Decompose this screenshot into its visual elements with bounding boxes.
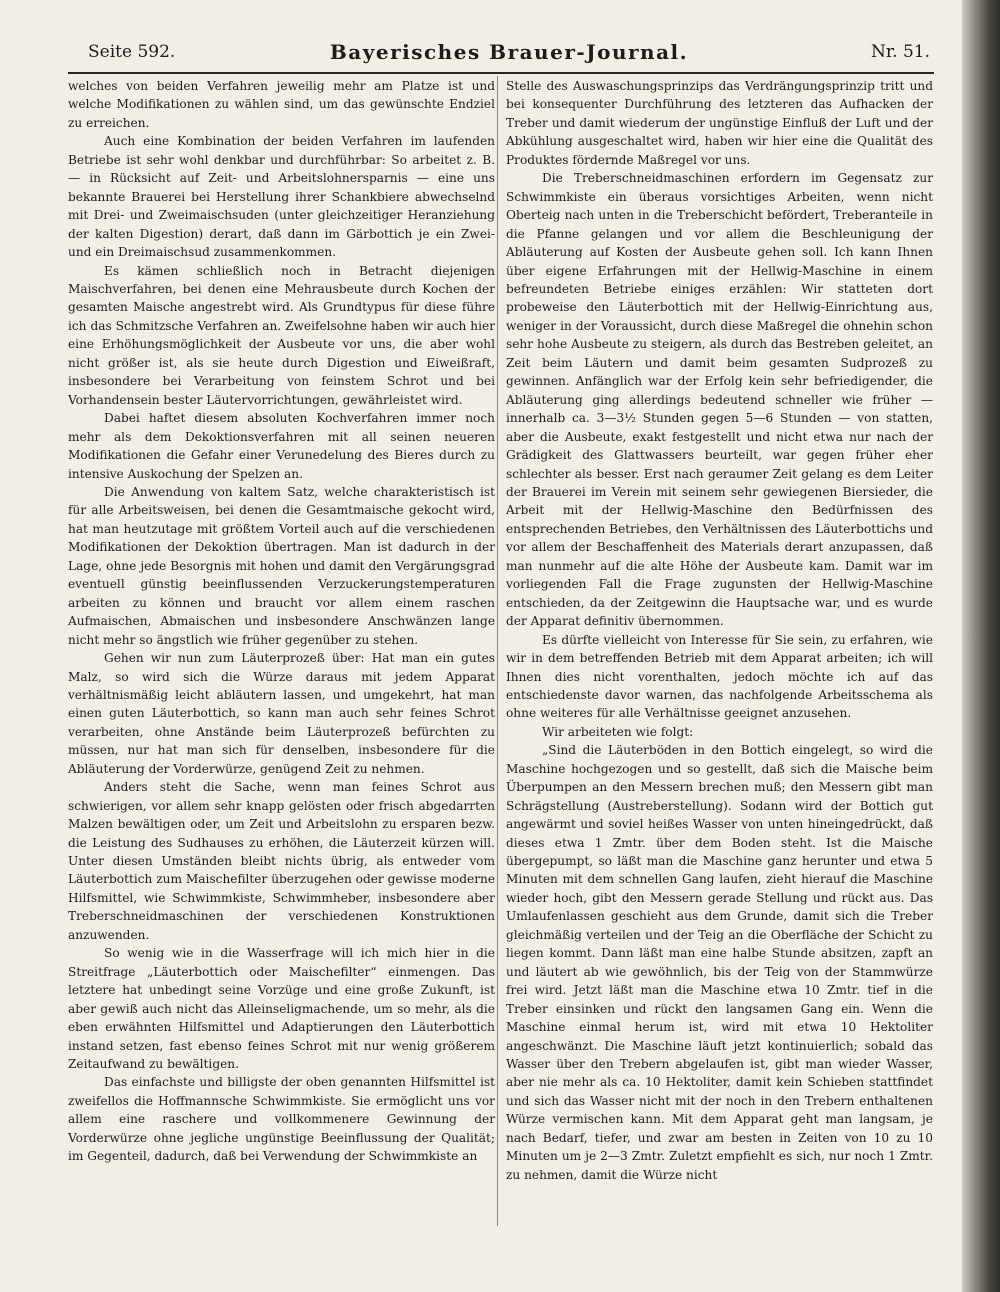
left-column (68, 77, 495, 1166)
paragraph: Es dürfte vielleicht von Interesse für Sie sein, zu erfahren, wie wir in dem betreffenden Betrieb mit dem Apparat arbeiten; ich will Ihnen dies nicht vorenthalten, jedoch möchte ich auf das entschiedenste davor warnen, das nachfolgende Arbeitsschema als ohne weiteres für alle Verhältnisse geeignet anzusehen. (506, 632, 933, 721)
header-rule (68, 72, 934, 74)
paragraph: Es kämen schließlich noch in Betracht diejenigen Maischverfahren, bei denen eine Mehrausbeute durch Kochen der gesamten Maische angestrebt wird. Als Grundtypus für diese führe ich das Schmitzsche Verfahren an. Zweifelsohne haben wir auch hier eine Erhöhungsmöglichkeit der Ausbeute vor uns, die aber wohl nicht größer ist, als sie heute durch Digestion und Eiweißraft, insbesondere bei Verarbeitung von feinstem Schrot und bei Vorhandensein bester Läutervorrichtungen, gewährleistet wird. (68, 263, 495, 407)
paragraph: Wir arbeiteten wie folgt: (542, 724, 694, 739)
paragraph: Dabei haftet diesem absoluten Kochverfahren immer noch mehr als dem Dekoktionsverfahren mit all seinen neueren Modifikationen die Gefahr einer Verunedelung des Bieres durch zu intensive Auskochung der Spelzen an. (68, 411, 495, 481)
paragraph: Das einfachste und billigste der oben genannten Hilfsmittel ist zweifellos die Hoffmannsche Schwimmkiste. Sie ermöglicht uns vor allem eine raschere und vollkommenere Gewinnung der Vorderwürze ohne jegliche ungünstige Beeinflussung der Qualität; im Gegenteil, dadurch, daß bei Verwendung der Schwimmkiste an (68, 1075, 495, 1164)
right-column (506, 77, 933, 1184)
page-header (88, 40, 930, 68)
paragraph: Anders steht die Sache, wenn man feines Schrot aus schwierigen, vor allem sehr knapp gelösten oder frisch abgedarrten Malzen bewältigen oder, um Zeit und Arbeitslohn zu ersparen bezw. die Leistung des Sudhauses zu erhöhen, die Läuterzeit kürzen will. Unter diesen Umständen bleibt nichts übrig, als entweder vom Läuterbottich zum Maischefilter überzugehen oder gewisse moderne Hilfsmittel, wie Schwimmkiste, Schwimmheber, insbesondere aber Treberschneidmaschinen der verschiedenen Konstruktionen anzuwenden. (68, 780, 495, 942)
paragraph: So wenig wie in die Wasserfrage will ich mich hier in die Streitfrage „Läuterbottich oder Maischefilter“ einmengen. Das letztere hat unbedingt seine Vorzüge und eine große Zukunft, ist aber gewiß auch nicht das Alleinseligmachende, um so mehr, als die eben erwähnten Hilfsmittel und Adaptierungen den Läuterbottich instand setzen, fast ebenso feines Schrot mit nur wenig größerem Zeitaufwand zu bewältigen. (68, 946, 495, 1072)
journal-title: Bayerisches Brauer-Journal. (329, 40, 689, 64)
paragraph: Auch eine Kombination der beiden Verfahren im laufenden Betriebe ist sehr wohl denkbar und durchführbar: So arbeitet z. B. — in Rücksicht auf Zeit- und Arbeitslohnersparnis — eine uns bekannte Brauerei bei Herstellung ihrer Schankbiere abwechselnd mit Drei- und Zweimaischsuden (unter gleichzeitiger Heranziehung der kalten Digestion) derart, daß dann im Gärbottich je ein Zwei- und ein Dreimaischsud zusammenkommen. (68, 134, 495, 260)
issue-number: Nr. 51. (871, 42, 930, 62)
book-gutter-shadow (962, 0, 1000, 1292)
paragraph: Die Anwendung von kaltem Satz, welche charakteristisch ist für alle Arbeitsweisen, bei denen die Gesamtmaische gekocht wird, hat man heutzutage mit größtem Vorteil auch auf die verschiedenen Modifikationen der Dekoktion übertragen. Man ist dadurch in der Lage, ohne jede Besorgnis mit hohen und damit den Vergärungsgrad eventuell günstig beeinflussenden Verzuckerungstemperaturen arbeiten zu können und braucht vor allem einem raschen Aufmaischen, Abmaischen und insbesondere Anschwänzen lange nicht mehr so ängstlich wie früher gegenüber zu stehen. (68, 484, 495, 647)
page-number: Seite 592. (88, 42, 176, 62)
paragraph: Gehen wir nun zum Läuterprozeß über: Hat man ein gutes Malz, so wird sich die Würze daraus mit jedem Apparat verhältnismäßig leicht abläutern lassen, und umgekehrt, hat man einen guten Läuterbottich, so kann man auch sehr feines Schrot verarbeiten, ohne Anstände beim Läuterprozeß befürchten zu müssen, nur hat man sich für denselben, insbesondere für die Abläuterung der Vorderwürze, genügend Zeit zu nehmen. (68, 651, 495, 776)
paragraph: Stelle des Auswaschungsprinzips das Verdrängungsprinzip tritt und bei konsequenter Durchführung des letzteren das Aufhacken der Treber und damit wiederum der ungünstige Einfluß der Luft und der Abkühlung ausgeschaltet wird, haben wir hier eine die Qualität des Produktes fördernde Maßregel vor uns. (506, 79, 933, 167)
paragraph: „Sind die Läuterböden in den Bottich eingelegt, so wird die Maschine hochgezogen und so gestellt, daß sich die Maische beim Überpumpen an den Messern brechen muß; den Messern gibt man Schrägstellung (Austreberstellung). Sodann wird der Bottich gut angewärmt und soviel heißes Wasser von unten hineingedrückt, daß dieses etwa 1 Zmtr. über dem Boden steht. Ist die Maische übergepumpt, so läßt man die Maschine ganz herunter und etwa 5 Minuten mit dem schnellen Gang laufen, zieht hierauf die Maschine wieder hoch, gibt den Messern gerade Stellung und rückt aus. Das Umlaufenlassen geschieht aus dem Grunde, damit sich die Treber gleichmäßig verteilen und der Teig an die Oberfläche der Schicht zu liegen kommt. Dann läßt man eine halbe Stunde absitzen, zapft an und läutert ab wie gewöhnlich, bis der Teig von der Stammwürze frei wird. Jetzt läßt man die Maschine etwa 10 Zmtr. tief in die Treber einsinken und rückt den langsamen Gang ein. Wenn die Maschine einmal herum ist, wird mit etwa 10 Hektoliter angeschwänzt. Die Maschine läuft jetzt kontinuierlich; sobald das Wasser über den Trebern abgelaufen ist, gibt man wieder Wasser, aber nie mehr als ca. 10 Hektoliter, damit kein Schieben stattfindet und sich das Wasser nicht mit der noch in den Trebern enthaltenen Würze vermischen kann. Mit dem Apparat geht man langsam, je nach Bedarf, tiefer, und zwar am besten in Zeiten von 10 zu 10 Minuten um je 2—3 Zmtr. Zuletzt empfiehlt es sich, nur noch 1 Zmtr. zu nehmen, damit die Würze nicht (506, 743, 933, 1182)
paragraph: Die Treberschneidmaschinen erfordern im Gegensatz zur Schwimmkiste ein überaus vorsichtiges Arbeiten, wenn nicht Oberteig nach unten in die Treberschicht befördert, Treberanteile in die Pfanne gelangen und vor allem die Beschleunigung der Abläuterung auf Kosten der Ausbeute gehen soll. Ich kann Ihnen über eigene Erfahrungen mit der Hellwig-Maschine in einem befreundeten Betriebe einiges erzählen: Wir statteten dort probeweise den Läuterbottich mit der Hellwig-Einrichtung aus, weniger in der Voraussicht, durch diese Maßregel die ohnehin schon sehr hohe Ausbeute zu steigern, als durch das Bestreben geleitet, an Zeit beim Läutern und damit beim gesamten Sudprozeß zu gewinnen. Anfänglich war der Erfolg kein sehr befriedigender, die Abläuterung ging allerdings bedeutend schneller wie früher — innerhalb ca. 3—3½ Stunden gegen 5—6 Stunden — von statten, aber die Ausbeute, exakt festgestellt und nicht etwa nur nach der Grädigkeit des Glattwassers beurteilt, war gegen früher eher schlechter als besser. Erst nach geraumer Zeit gelang es dem Leiter der Brauerei im Verein mit seinem sehr gewiegenen Biersieder, die Arbeit mit der Hellwig-Maschine den Bedürfnissen des entsprechenden Betriebes, den Verhältnissen des Läuterbottichs und vor allem der Beschaffenheit des Materials derart anzupassen, daß man nunmehr auf die alte Höhe der Ausbeute kam. Damit war im vorliegenden Fall die Frage zugunsten der Hellwig-Maschine entschieden, da der Zeitgewinn die Hauptsache war, und es wurde der Apparat definitiv übernommen. (506, 171, 933, 629)
paragraph: welches von beiden Verfahren jeweilig mehr am Platze ist und welche Modifikationen zu wählen sind, um das gewünschte Endziel zu erreichen. (68, 79, 495, 130)
column-divider (497, 76, 498, 1226)
